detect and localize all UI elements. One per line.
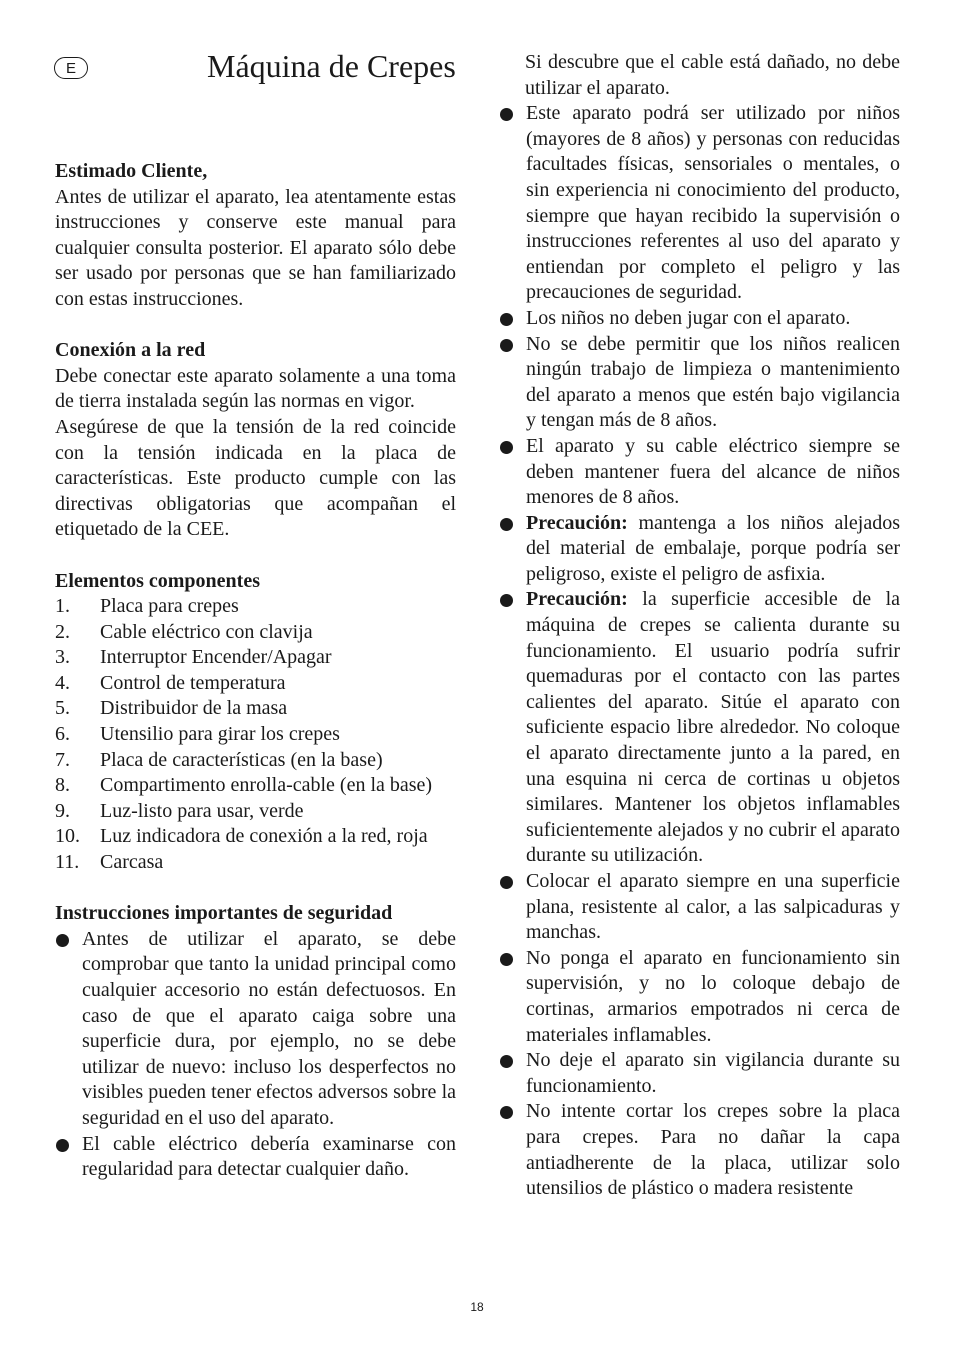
item-text: Precaución: la superficie accesible de la máquina de crepes se calienta durante su funcionamiento. El usuario podría sufrir quemaduras por el contacto con las partes calientes del aparato. Sitúe el aparato con suficiente espacio libre alrededor. No coloque el aparato directamente junto a la pared, en una esquina ni cerca de cortinas u objetos similares. Mantener los objetos inflamables suficientemente alejados y no cubrir el aparato durante su utilización.	[526, 588, 900, 867]
page-title: Máquina de Crepes	[207, 48, 456, 84]
connection-paragraph-2: Asegúrese de que la tensión de la red coincide con la tensión indicada en la placa de características. Este producto cumple con las directivas obligatorias que acompañan el etiquetado de la CEE.	[55, 415, 456, 541]
bullet-icon	[56, 934, 69, 947]
item-text: Utensilio para girar los crepes	[100, 723, 340, 746]
list-item	[499, 101, 900, 306]
list-item	[55, 748, 456, 774]
bullet-icon	[56, 1139, 69, 1152]
item-number: 10.	[55, 825, 80, 848]
list-item	[55, 850, 456, 876]
bullet-icon	[500, 108, 513, 121]
item-text: Este aparato podrá ser utilizado por niños (mayores de 8 años) y personas con reducidas facultades físicas, sensoriales o mentales, o sin experiencia ni conocimiento del producto, siempre que hayan recibido la supervisión o instrucciones referentes al uso del aparato y entiendan por completo el peligro y las precauciones de seguridad.	[526, 102, 900, 304]
item-text: Placa para crepes	[100, 595, 239, 618]
list-item	[55, 773, 456, 799]
list-item	[55, 927, 456, 1132]
list-item	[499, 511, 900, 588]
left-column	[55, 159, 456, 1183]
list-item	[499, 1048, 900, 1099]
item-number: 6.	[55, 723, 70, 746]
connection-paragraph-1: Debe conectar este aparato solamente a una toma de tierra instalada según las normas en vigor.	[55, 364, 456, 413]
language-badge: E	[54, 57, 88, 79]
bullet-icon	[500, 313, 513, 326]
list-item	[55, 620, 456, 646]
item-number: 8.	[55, 774, 70, 797]
item-text: El aparato y su cable eléctrico siempre se deben mantener fuera del alcance de niños menores de 8 años.	[526, 434, 900, 509]
item-text: Los niños no deben jugar con el aparato.	[526, 306, 851, 329]
list-item	[499, 946, 900, 1048]
bullet-icon	[500, 339, 513, 352]
item-text: Interruptor Encender/Apagar	[100, 646, 332, 669]
safety-list-continued	[499, 101, 900, 1202]
item-number: 7.	[55, 748, 70, 771]
item-number: 3.	[55, 646, 70, 669]
item-text: No deje el aparato sin vigilancia durante su funcionamiento.	[526, 1049, 900, 1097]
item-number: 9.	[55, 799, 70, 822]
list-item	[499, 434, 900, 511]
item-number: 4.	[55, 671, 70, 694]
item-text: El cable eléctrico debería examinarse con regularidad para detectar cualquier daño.	[82, 1132, 456, 1181]
connection-heading: Conexión a la red	[55, 339, 206, 362]
bullet-icon	[500, 594, 513, 607]
item-number: 11.	[55, 851, 80, 874]
item-text: Control de temperatura	[100, 671, 286, 694]
list-item	[55, 696, 456, 722]
item-text: Placa de características (en la base)	[100, 748, 383, 771]
list-item	[55, 799, 456, 825]
list-item	[55, 722, 456, 748]
safety-heading: Instrucciones importantes de seguridad	[55, 902, 393, 925]
list-item	[499, 587, 900, 869]
components-list	[55, 594, 456, 876]
item-text: Luz-listo para usar, verde	[100, 799, 304, 822]
bullet-icon	[500, 953, 513, 966]
list-item	[55, 824, 456, 850]
greeting: Estimado Cliente,	[55, 160, 208, 182]
bullet-icon	[500, 1055, 513, 1068]
item-number: 1.	[55, 595, 70, 618]
item-number: 2.	[55, 620, 70, 643]
bullet-icon	[500, 876, 513, 889]
right-column	[499, 50, 900, 1202]
list-item	[55, 594, 456, 620]
continuation-text: Si descubre que el cable está dañado, no debe utilizar el aparato.	[525, 51, 900, 99]
list-item	[499, 1099, 900, 1201]
components-heading: Elementos componentes	[55, 569, 260, 592]
item-text: Colocar el aparato siempre en una superficie plana, resistente al calor, a las salpicaduras y manchas.	[526, 870, 900, 944]
item-text: Cable eléctrico con clavija	[100, 620, 313, 643]
list-item	[55, 671, 456, 697]
item-text: Antes de utilizar el aparato, se debe comprobar que tanto la unidad principal como cualquier accesorio no están defectuosos. En caso de que el aparato caiga sobre una superficie dura, por ejemplo, no se debe utilizar de nuevo: incluso los desperfectos no visibles pueden tener efectos adversos sobre la seguridad en el uso del aparato.	[82, 927, 456, 1129]
intro-paragraph: Antes de utilizar el aparato, lea atentamente estas instrucciones y conserve este manual para cualquier consulta posterior. El aparato sólo debe ser usado por personas que se han familiarizado con estas instrucciones.	[55, 185, 456, 310]
list-item	[499, 332, 900, 434]
list-item	[499, 869, 900, 946]
item-text: No se debe permitir que los niños realicen ningún trabajo de limpieza o mantenimiento del aparato a menos que estén bajo vigilancia y tengan más de 8 años.	[526, 332, 900, 432]
item-text: Distribuidor de la masa	[100, 697, 288, 720]
item-number: 5.	[55, 697, 70, 720]
item-text: Carcasa	[100, 851, 164, 874]
bullet-icon	[500, 518, 513, 531]
list-item	[55, 645, 456, 671]
bullet-icon	[500, 441, 513, 454]
item-text: Compartimento enrolla-cable (en la base)	[100, 774, 433, 797]
bullet-icon	[500, 1106, 513, 1119]
list-item	[499, 306, 900, 332]
list-item	[55, 1132, 456, 1183]
item-text: No ponga el aparato en funcionamiento sin supervisión, y no lo coloque debajo de cortinas, armarios empotrados ni cerca de materiales inflamables.	[526, 946, 900, 1046]
item-text: Luz indicadora de conexión a la red, roja	[100, 825, 428, 848]
page-number: 18	[470, 1300, 484, 1314]
item-text: No intente cortar los crepes sobre la placa para crepes. Para no dañar la capa antiadherente de la placa, utilizar solo utensilios de plástico o madera resistente	[526, 1100, 900, 1200]
safety-list	[55, 927, 456, 1183]
item-text: Precaución: mantenga a los niños alejados del material de embalaje, porque podría ser peligroso, existe el peligro de asfixia.	[526, 511, 900, 585]
